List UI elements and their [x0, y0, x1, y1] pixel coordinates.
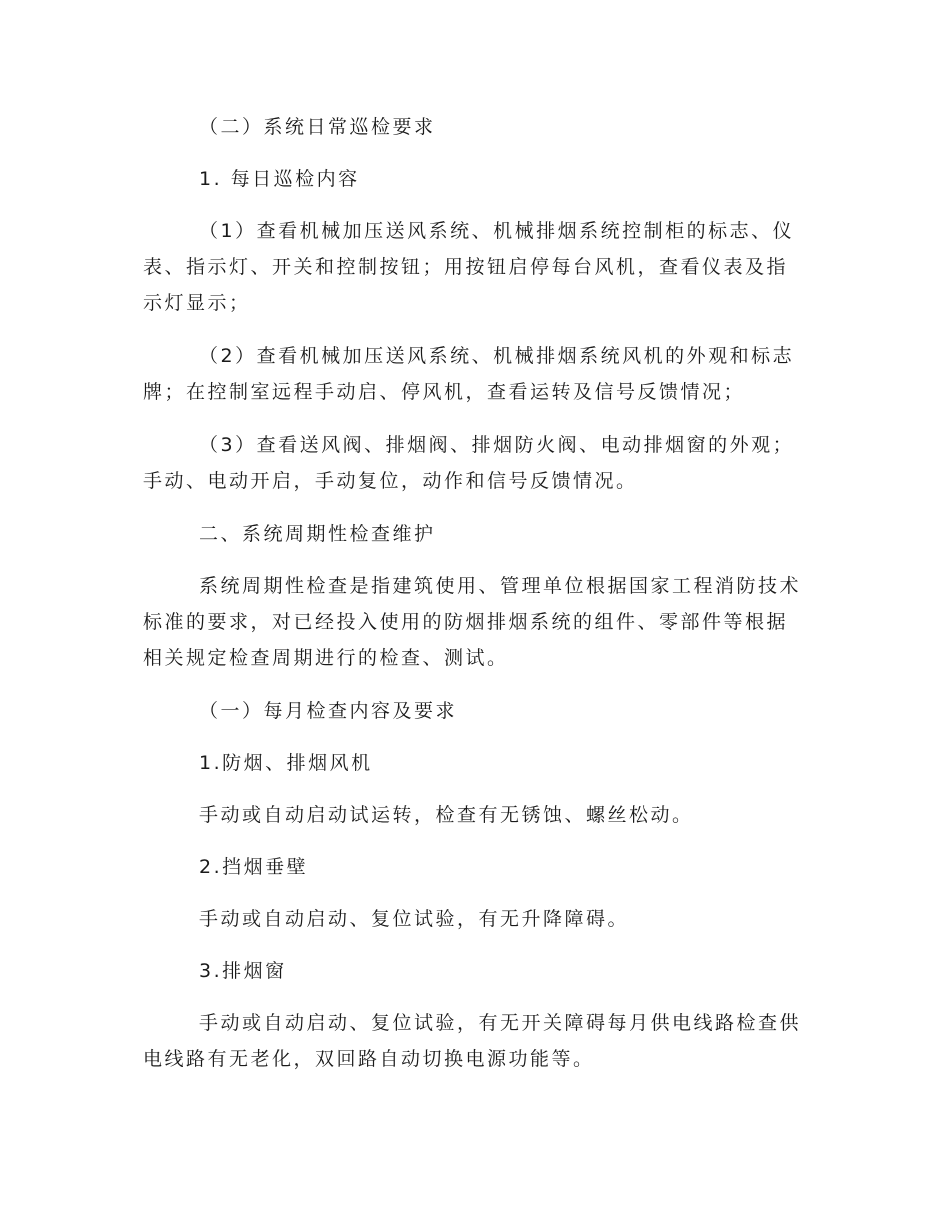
item-text-fans: 手动或自动启动试运转，检查有无锈蚀、螺丝松动。: [199, 804, 694, 826]
paragraph-item-3: （3）查看送风阀、排烟阀、排烟防火阀、电动排烟窗的外观；手动、电动开启，手动复位，动作和信号反馈情况。: [143, 434, 795, 492]
section-heading-periodic-maintenance: 二、系统周期性检查维护: [199, 523, 436, 545]
section-heading-daily-inspection: （二）系统日常巡检要求: [199, 116, 436, 138]
paragraph-item-2: （2）查看机械加压送风系统、机械排烟系统风机的外观和标志牌；在控制室远程手动启、停风机，查看运转及信号反馈情况；: [143, 345, 795, 403]
item-heading-smoke-window: 3.排烟窗: [199, 960, 287, 982]
paragraph-item-1: （1）查看机械加压送风系统、机械排烟系统控制柜的标志、仪表、指示灯、开关和控制按钮；用按钮启停每台风机，查看仪表及指示灯显示；: [143, 220, 795, 314]
item-heading-fans: 1.防烟、排烟风机: [199, 752, 373, 774]
subheading-monthly-check: （一）每月检查内容及要求: [199, 700, 458, 722]
paragraph-periodic-definition: 系统周期性检查是指建筑使用、管理单位根据国家工程消防技术标准的要求，对已经投入使用的防烟排烟系统的组件、零部件等根据相关规定检查周期进行的检查、测试。: [143, 575, 802, 669]
document-body: [143, 109, 805, 1091]
item-text-smoke-curtain: 手动或自动启动、复位试验，有无升降障碍。: [199, 908, 630, 930]
subheading-daily-content: 1. 每日巡检内容: [199, 168, 360, 190]
item-text-smoke-window: 手动或自动启动、复位试验，有无开关障碍每月供电线路检查供电线路有无老化，双回路自动切换电源功能等。: [143, 1012, 802, 1070]
item-heading-smoke-curtain: 2.挡烟垂壁: [199, 856, 309, 878]
